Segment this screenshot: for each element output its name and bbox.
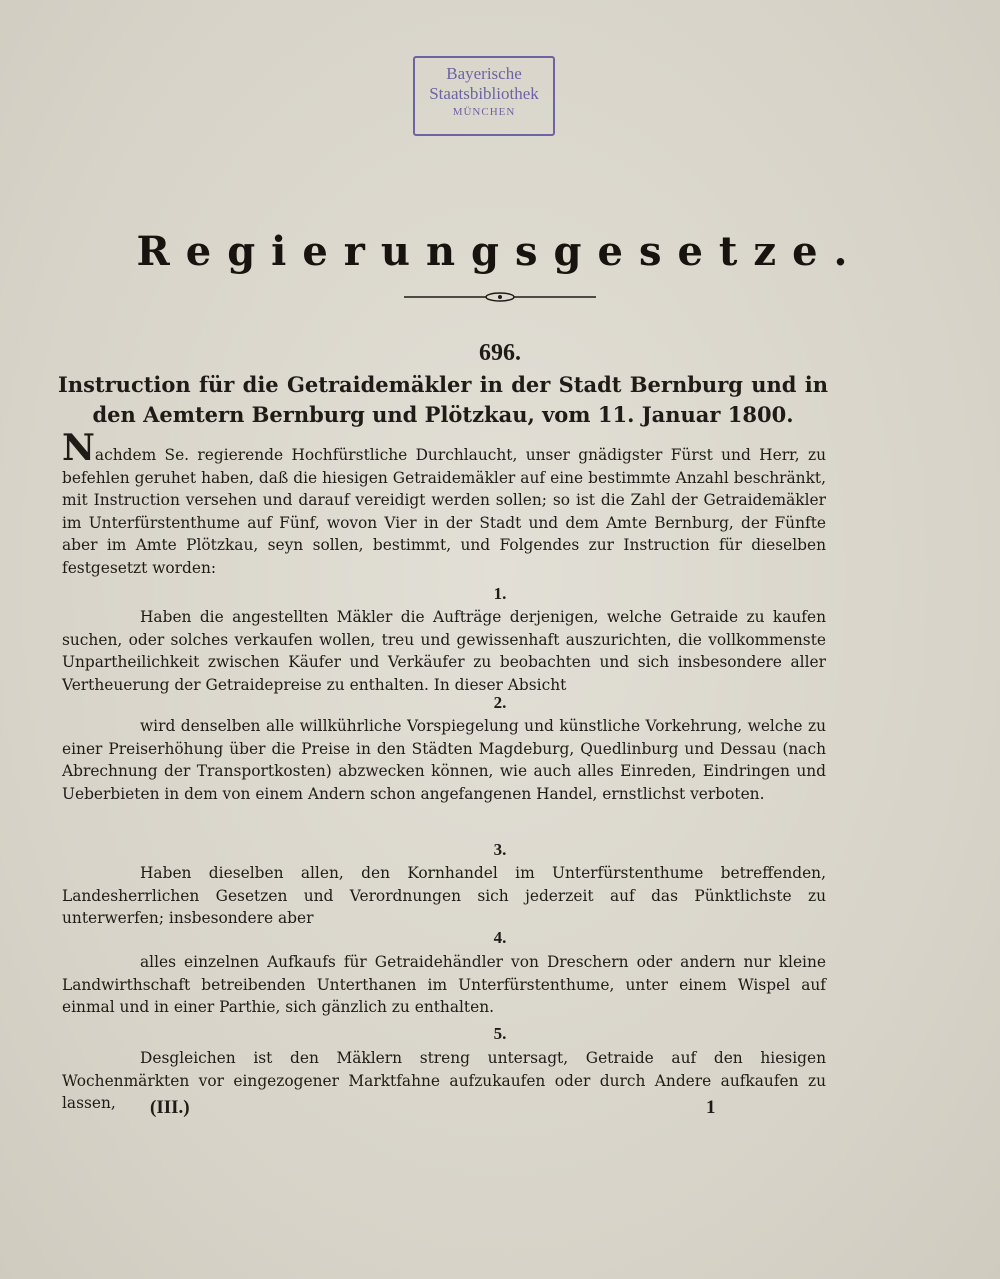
intro-text: achdem Se. regierende Hochfürstliche Durchlaucht, unser gnädigster Fürst und Herr, zu befehlen geruhet haben, daß die hiesigen Getraidemäkler auf eine bestimmte Anzahl beschränkt, mit Instruction versehen und darauf vereidigt werden sollen; so ist die Zahl der Getraidemäkler im Unterfürstenthume auf Fünf, wovon Vier in der Stadt und dem Amte Bernburg, der Fünfte aber im Amte Plötzkau, seyn sollen, bestimmt, und Folgendes zur Instruction für dieselben festgesetzt worden:: [62, 446, 826, 577]
stamp-line-1: Bayerische: [446, 64, 522, 83]
act-title: Instruction für die Getraidemäkler in der Stadt Bernburg und in den Aemtern Bernburg und Plötzkau, vom 11. Januar 1800.: [58, 372, 828, 427]
act-number: 696.: [479, 340, 521, 366]
section-number: 3.: [493, 840, 507, 859]
ornament-divider: [400, 290, 600, 304]
stamp-line-2: Staatsbibliothek: [429, 84, 539, 103]
intro-paragraph: [62, 427, 826, 580]
section-text: Desgleichen ist den Mäklern streng untersagt, Getraide auf den hiesigen Wochenmärkten vor eingezogener Marktfahne aufzukaufen oder durch Andere aufkaufen zu lassen,: [62, 1049, 826, 1113]
section-text: alles einzelnen Aufkaufs für Getraidehändler von Dreschern oder andern nur kleine Landwirthschaft betreibenden Unterthanen im Unterfürstenthume, unter einem Wispel auf einmal und in einer Parthie, sich gänzlich zu enthalten.: [62, 953, 826, 1017]
library-stamp: [413, 56, 555, 136]
page-heading: Regierungsgesetze.: [136, 228, 864, 275]
section-text: wird denselben alle willkührliche Vorspiegelung und künstliche Vorkehrung, welche zu einer Preiserhöhung über die Preise in den Städten Magdeburg, Quedlinburg und Dessau (nach Abrechnung der Transportkosten) abzwecken können, wie auch alles Einreden, Eindringen und Ueberbieten in dem von einem Andern schon angefangenen Handel, ernstlichst verboten.: [62, 717, 826, 803]
section-number: 5.: [493, 1024, 507, 1043]
section-text: Haben dieselben allen, den Kornhandel im Unterfürstenthume betreffenden, Landesherrlichen Gesetzen und Verordnungen sich jederzeit auf das Pünktlichste zu unterwerfen; insbesondere aber: [62, 864, 826, 928]
section-number: 4.: [493, 928, 507, 947]
page-number: 1: [706, 1097, 716, 1118]
section-number: 2.: [493, 693, 507, 712]
stamp-line-3: MÜNCHEN: [452, 106, 516, 118]
section-text: Haben die angestellten Mäkler die Aufträge derjenigen, welche Getraide zu kaufen suchen, oder solches verkaufen wollen, treu und gewissenhaft auszurichten, die vollkommenste Unpartheilichkeit zwischen Käufer und Verkäufer zu beobachten und sich insbesondere aller Vertheuerung der Getraidepreise zu enthalten. In dieser Absicht: [62, 608, 826, 694]
section-number: 1.: [493, 584, 507, 603]
drop-cap: N: [62, 427, 95, 469]
signature-mark: (III.): [150, 1097, 190, 1118]
